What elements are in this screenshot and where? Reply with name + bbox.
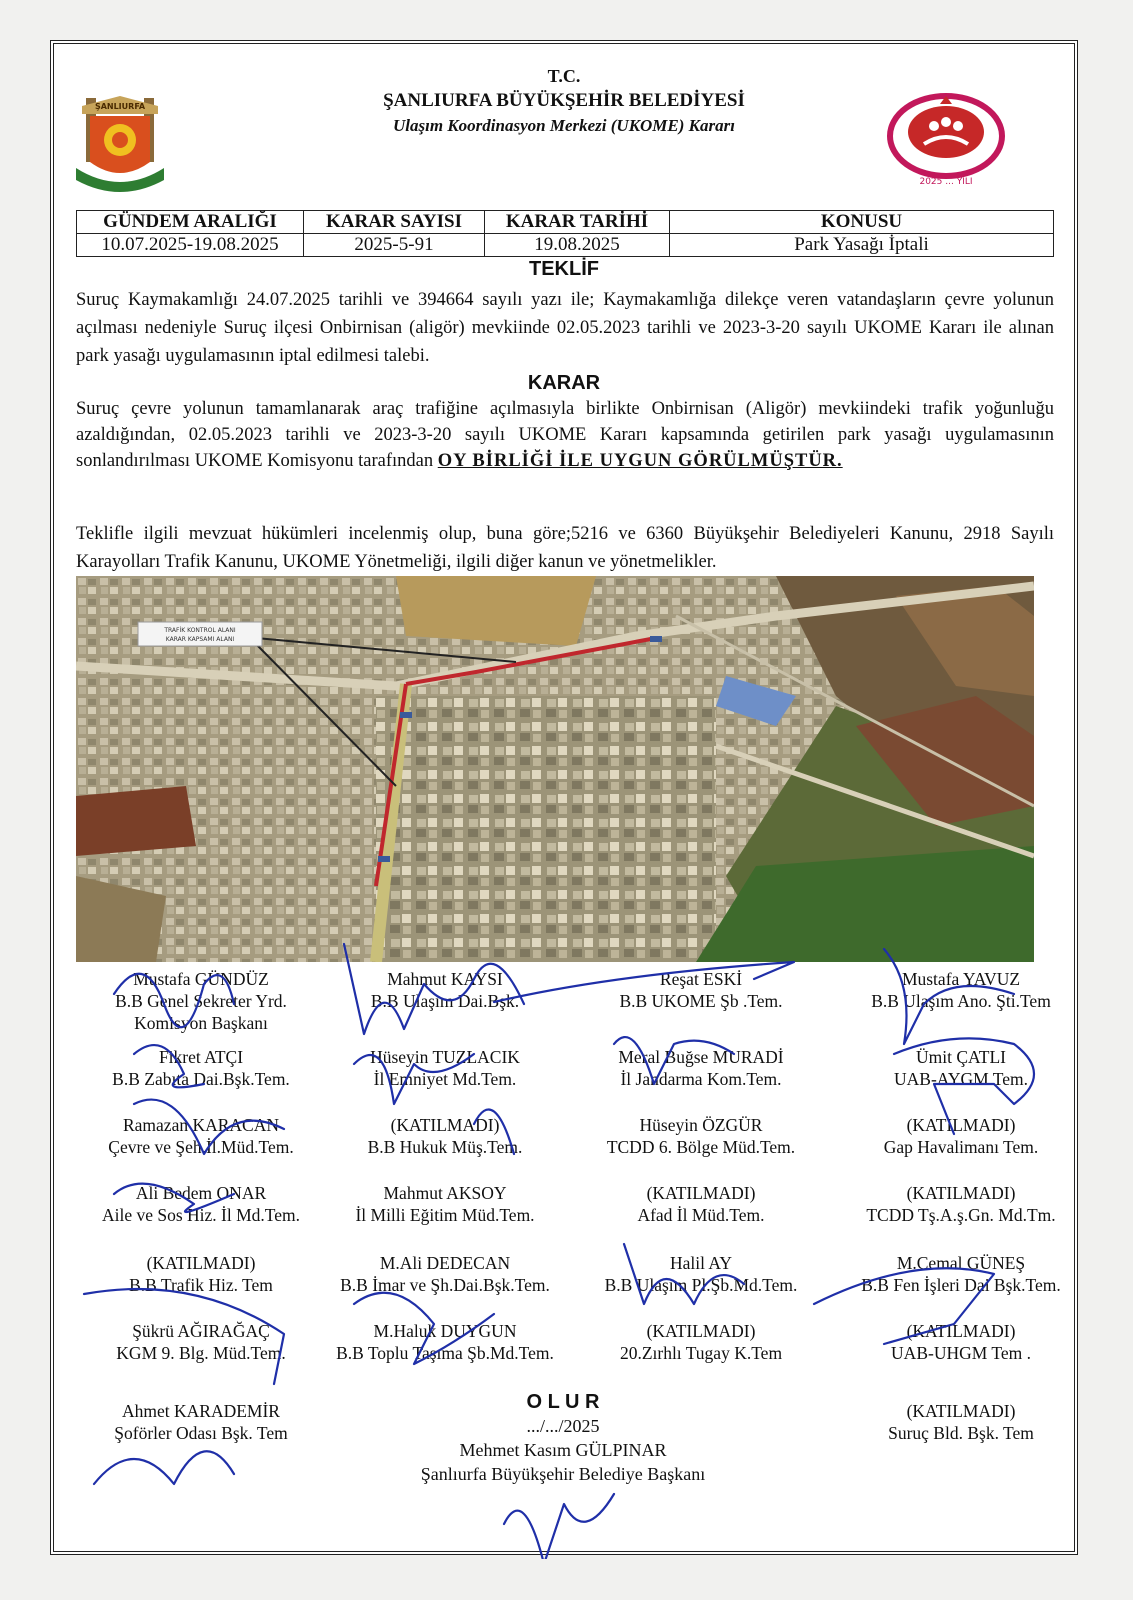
signatory-title: B.B UKOME Şb .Tem. (619, 991, 783, 1011)
karar-emphasis: OY BİRLİĞİ İLE UYGUN GÖRÜLMÜŞTÜR. (437, 451, 843, 471)
signatory-block (836, 1114, 1086, 1158)
signatory-title: Aile ve Sos Hiz. İl Md.Tem. (101, 1205, 301, 1225)
signatory-title: B.B Trafik Hiz. Tem (129, 1275, 273, 1295)
table-cell: 2025-5-91 (304, 234, 485, 257)
olur-title: O L U R (526, 1391, 600, 1413)
signatory-name: (KATILMADI) (646, 1321, 756, 1341)
signatory-block (320, 1320, 570, 1364)
signatory-block (76, 1182, 326, 1226)
signatory-title: B.B Fen İşleri Dai Bşk.Tem. (861, 1275, 1061, 1295)
signatory-name: Mahmut AKSOY (383, 1183, 507, 1203)
signatory-name: Ramazan KARACAN (122, 1115, 279, 1135)
signatory-title: B.B Ulaşım Ano. Şti.Tem (871, 991, 1051, 1011)
signatory-name: Fikret ATÇI (158, 1047, 244, 1067)
signatory-title: Suruç Bld. Bşk. Tem (888, 1423, 1034, 1443)
signatory-name: M.Ali DEDECAN (379, 1253, 511, 1273)
header-subtitle: Ulaşım Koordinasyon Merkezi (UKOME) Kararı (393, 116, 735, 135)
signatory-block (320, 968, 570, 1012)
signatory-title: 20.Zırhlı Tugay K.Tem (619, 1343, 783, 1363)
mayor-name: Mehmet Kasım GÜLPINAR (459, 1440, 667, 1460)
signatory-block (76, 1320, 326, 1364)
teklif-title: TEKLİF (529, 258, 599, 280)
signatory-block (836, 1046, 1086, 1090)
signatory-title: B.B İmar ve Şh.Dai.Bşk.Tem. (340, 1275, 550, 1295)
signatory-block (76, 1400, 326, 1444)
signatory-title: Çevre ve Şeh.İl.Müd.Tem. (108, 1137, 294, 1157)
table-header: KONUSU (670, 211, 1054, 234)
satellite-map (76, 576, 1034, 962)
olur-block (343, 1390, 783, 1486)
signatory-block (576, 1114, 826, 1158)
signatory-name: (KATILMADI) (906, 1401, 1016, 1421)
signatory-name: Ahmet KARADEMİR (122, 1401, 280, 1421)
signatory-name: (KATILMADI) (906, 1321, 1016, 1341)
signatory-block (836, 1400, 1086, 1444)
table-header: GÜNDEM ARALIĞI (77, 211, 304, 234)
signatory-title: Afad İl Müd.Tem. (637, 1205, 765, 1225)
signatory-block (320, 1114, 570, 1158)
decision-info-table (76, 210, 1054, 257)
signatory-title: UAB-UHGM Tem . (891, 1343, 1031, 1363)
signatory-name: (KATILMADI) (906, 1183, 1016, 1203)
signatory-name: Meral Buğse MURADİ (618, 1047, 784, 1067)
signatory-name: M.Cemal GÜNEŞ (896, 1253, 1026, 1273)
mayor-title: Şanlıurfa Büyükşehir Belediye Başkanı (420, 1464, 706, 1484)
signatory-name: Mustafa YAVUZ (901, 969, 1021, 989)
logo-text: ŞANLIURFA (94, 102, 146, 111)
signatory-block (320, 1046, 570, 1090)
document-page (50, 40, 1078, 1555)
signatory-name: Ali Bedem ONAR (135, 1183, 267, 1203)
signatory-title: TCDD Tş.A.ş.Gn. Md.Tm. (866, 1205, 1056, 1225)
olur-date: .../.../2025 (526, 1416, 600, 1436)
signatory-title: İl Emniyet Md.Tem. (373, 1069, 517, 1089)
signatory-title: B.B Ulaşım Pl.Şb.Md.Tem. (604, 1275, 798, 1295)
signatory-title: İl Jandarma Kom.Tem. (620, 1069, 782, 1089)
signatory-title: Gap Havalimanı Tem. (883, 1137, 1039, 1157)
signatory-block (320, 1182, 570, 1226)
signatory-name: (KATILMADI) (146, 1253, 256, 1273)
signatory-block (576, 1046, 826, 1090)
emblem-text: 2025 ... YILI (919, 177, 973, 187)
signatory-block (576, 1182, 826, 1226)
signatory-name: Şükrü AĞIRAĞAÇ (132, 1321, 270, 1341)
table-cell: 10.07.2025-19.08.2025 (77, 234, 304, 257)
table-cell: Park Yasağı İptali (670, 234, 1054, 257)
signatory-block (836, 1320, 1086, 1364)
signatory-name: Reşat ESKİ (659, 969, 743, 989)
table-header: KARAR SAYISI (304, 211, 485, 234)
karar-text (76, 396, 1054, 474)
teklif-text: Suruç Kaymakamlığı 24.07.2025 tarihli ve 394664 sayılı yazı ile; Kaymakamlığa dilekçe veren vatandaşların çevre yolunun açılması nedeniyle Suruç ilçesi Onbirnisan (aligör) mevkiinde 02.05.2023 tarihli ve 2023-3-20 sayılı UKOME Kararı ile alınan park yasağı uygulamasının iptal edilmesi talebi. (76, 290, 1054, 366)
signatory-block (76, 1114, 326, 1158)
signatory-title: B.B Zabıta Dai.Bşk.Tem. (112, 1069, 290, 1089)
signatory-name: Mahmut KAYSI (387, 969, 503, 989)
legal-text: Teklifle ilgili mevzuat hükümleri incelenmiş olup, buna göre;5216 ve 6360 Büyükşehir Belediyeleri Kanunu, 2918 Sayılı Karayolları Trafik Kanunu, UKOME Yönetmeliği, ilgili diğer kanun ve yönetmelikler. (76, 524, 1054, 572)
table-header: KARAR TARİHİ (485, 211, 670, 234)
signatory-block (576, 1320, 826, 1364)
signatory-block (76, 1252, 326, 1296)
table-cell: 19.08.2025 (485, 234, 670, 257)
signatory-title: İl Milli Eğitim Müd.Tem. (355, 1205, 535, 1225)
signatory-name: Halil AY (669, 1253, 733, 1273)
signatory-block (836, 968, 1086, 1012)
signatory-title: Şoförler Odası Bşk. Tem (114, 1423, 288, 1443)
signatory-block (576, 1252, 826, 1296)
signatory-name: (KATILMADI) (390, 1115, 500, 1135)
signatory-title: B.B Hukuk Müş.Tem. (367, 1137, 523, 1157)
signatory-role: Komisyon Başkanı (134, 1013, 268, 1033)
signatory-name: Mustafa GÜNDÜZ (133, 969, 269, 989)
map-label: KARAR KAPSAMI ALANI (165, 636, 235, 643)
signatory-block (76, 968, 326, 1034)
signatory-name: Hüseyin TUZLACIK (370, 1047, 520, 1067)
header-municipality: ŞANLIURFA BÜYÜKŞEHİR BELEDİYESİ (383, 90, 745, 111)
map-label: TRAFİK KONTROL ALANI (164, 627, 236, 634)
karar-body: Suruç çevre yolunun tamamlanarak araç trafiğine açılmasıyla birlikte Onbirnisan (Aligör) mevkiindeki trafik yoğunluğu azaldığından, 02.05.2023 tarihli ve 2023-3-20 sayılı UKOME Kararı kapsamında getirilen park yasağı uygulamasının sonlandırılması UKOME Komisyonu tarafından (76, 399, 1054, 471)
signatory-block (836, 1182, 1086, 1226)
signatory-block (576, 968, 826, 1012)
header-tc: T.C. (547, 66, 581, 86)
signatory-title: B.B Ulaşım Dai.Bşk. (370, 991, 520, 1011)
signatory-title: KGM 9. Blg. Müd.Tem. (116, 1343, 286, 1363)
signatory-name: (KATILMADI) (906, 1115, 1016, 1135)
karar-title: KARAR (527, 372, 601, 394)
signatory-title: UAB-AYGM Tem. (894, 1069, 1028, 1089)
signatory-name: M.Haluk DUYGUN (373, 1321, 517, 1341)
signatory-name: Ümit ÇATLI (916, 1047, 1006, 1067)
signatory-block (836, 1252, 1086, 1296)
signatory-name: Hüseyin ÖZGÜR (639, 1115, 763, 1135)
signatory-name: (KATILMADI) (646, 1183, 756, 1203)
signatory-block (76, 1046, 326, 1090)
signatory-title: TCDD 6. Bölge Müd.Tem. (606, 1137, 796, 1157)
signatory-title: B.B Toplu Taşıma Şb.Md.Tem. (336, 1343, 554, 1363)
signatory-title: B.B Genel Sekreter Yrd. (115, 991, 287, 1011)
signatory-block (320, 1252, 570, 1296)
